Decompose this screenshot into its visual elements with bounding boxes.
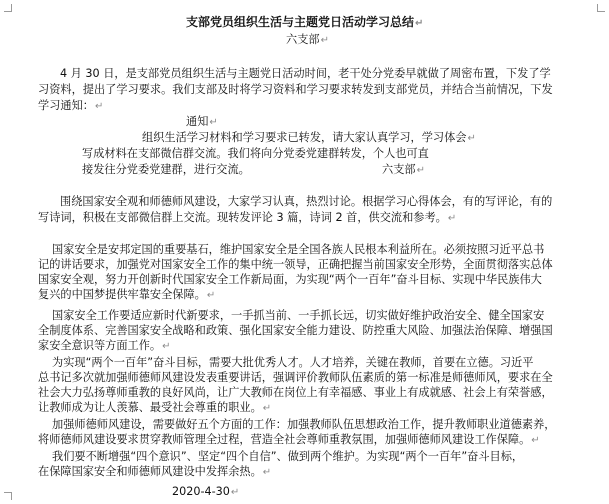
paragraph-line: 复兴的中国梦提供牢靠安全保障。↵ xyxy=(38,288,216,301)
paragraph-line: 让教师成为让人羡慕、最受社会尊重的职业。↵ xyxy=(38,401,272,414)
document-date: 2020-4-30↵ xyxy=(172,485,240,498)
notice-line: 组织生活学习材料和学习要求已转发，请大家认真学习，学习体会↵ xyxy=(142,131,476,144)
paragraph-line: 为实现“两个一百年”奋斗目标，需要大批优秀人才。人才培养，关键在教师，首要在立德。习近平 xyxy=(52,356,534,369)
paragraph-line: 国家安全观，努力开创新时代国家安全工作新局面，为实现“两个一百年”奋斗目标、实现中华民族伟大 xyxy=(38,273,542,286)
paragraph-line: 加强师德师风建设，需要做好五个方面的工作：加强教师队伍思想政治工作，提升教师职业道德素养， xyxy=(52,418,556,431)
page-corner-mark xyxy=(4,492,12,500)
notice-line: 接发往分党委党建群，进行交流。 xyxy=(82,163,250,176)
paragraph-line: 将师德师风建设要求贯穿教师管理全过程，营造全社会尊师重教氛围，加强师德师风建设工作保障。↵ xyxy=(38,433,540,446)
page-corner-mark xyxy=(4,4,12,12)
paragraph-line: 国家安全工作要适应新时代新要求，一手抓当前、一手抓长远，切实做好维护政治安全、健全国家安 xyxy=(52,309,545,322)
paragraph-line: 4 月 30 日，是支部党员组织生活与主题党日活动时间，老干处分党委早就做了周密布置，下发了学 xyxy=(60,67,551,80)
document-title: 支部党员组织生活与主题党日活动学习总结↵ xyxy=(186,15,424,29)
paragraph-line: 学习通知：↵ xyxy=(38,99,104,112)
paragraph-line: 在保障国家安全和师德师风建设中发挥余热。↵ xyxy=(38,465,272,478)
document-dept: 六支部↵ xyxy=(286,33,329,46)
paragraph-line: 国家安全是安邦定国的重要基石，维护国家安全是全国各族人民根本利益所在。必须按照习近平总书 xyxy=(52,243,545,256)
paragraph-line: 总书记多次就加强师德师风建设发表重要讲话，强调评价教师队伍素质的第一标准是师德师风，要求在全 xyxy=(38,371,553,384)
paragraph-line: 我们要不断增强“四个意识”、坚定“四个自信”、做到两个维护。为实现“两个一百年”奋斗目标， xyxy=(52,450,524,463)
paragraph-line: 全制度体系、完善国家安全战略和政策、强化国家安全能力建设、防控重大风险、加强法治保障、增强国 xyxy=(38,324,553,337)
page-corner-mark xyxy=(597,4,605,12)
paragraph-line: 家安全意识等方面工作。↵ xyxy=(38,339,171,352)
paragraph-line: 围绕国家安全观和师德师风建设，大家学习认真，热烈讨论。根据学习心得体会，有的写评论，有的 xyxy=(60,195,553,208)
paragraph-line: 记的讲话要求，加强党对国家安全工作的集中统一领导，正确把握当前国家安全形势，全面贯彻落实总体 xyxy=(38,258,553,271)
notice-line: 写成材料在支部微信群交流。我们将向分党委党建群转发，个人也可直 xyxy=(82,147,429,160)
notice-heading: 通知↵ xyxy=(186,115,218,128)
paragraph-line: 写诗词，积极在支部微信群上交流。现转发评论 3 篇，诗词 2 首，供交流和参考。↵ xyxy=(38,211,457,224)
paragraph-line: 习资料，提出了学习要求。我们支部及时将学习资料和学习要求转发到支部党员，并结合当前情况，下发 xyxy=(38,83,553,96)
notice-signature: 六支部↵ xyxy=(382,163,425,176)
paragraph-line: 社会大力弘扬尊师重教的良好风尚，让广大教师在岗位上有幸福感、事业上有成就感、社会上有荣誉感， xyxy=(38,386,553,399)
